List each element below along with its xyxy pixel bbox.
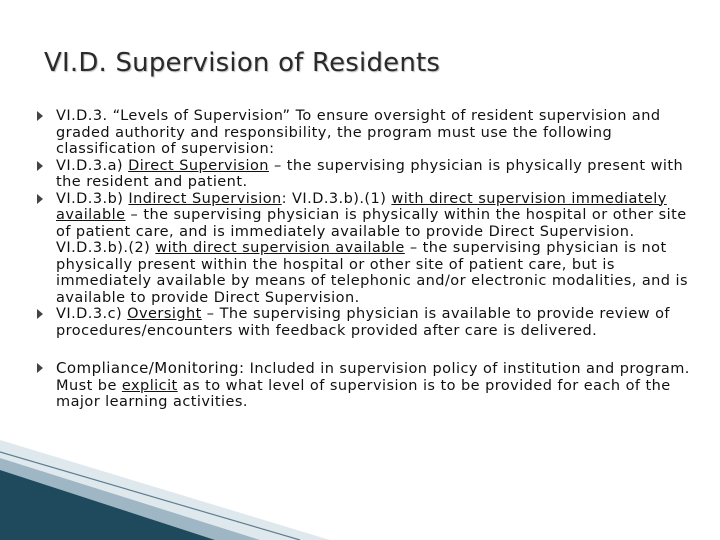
item-text: VI.D.3.b) [56,190,129,207]
term-immediately-available: with direct supervision immediately available [56,190,667,223]
bullet-arrow-icon [37,363,43,373]
item-text: Included in supervision policy of institution and program. Must be [56,361,690,394]
item-text: VI.D.3. “Levels of Supervision” To ensure oversight of resident supervision and graded authority and responsibility, the program must use the following classification of supervision: [56,108,661,157]
item-text: – the supervising physician is not physically present within the hospital or other site of patient care, but is immediately available by means of telephonic and/or electronic modalities, and is available to provide Direct Supervision. [56,240,689,306]
item-text: – The supervising physician is available to provide review of procedures/encounters with feedback provided after care is delivered. [56,306,670,339]
compliance-label: Compliance/Monitoring: [56,359,245,377]
list-item-direct [36,158,696,191]
term-explicit: explicit [121,377,178,394]
term-supervision-available: with direct supervision available [155,240,405,256]
list-item-oversight [36,306,696,339]
term-oversight: Oversight [127,306,202,322]
item-text: – the supervising physician is physically present with the resident and patient. [56,157,684,190]
slide-body [36,108,696,411]
term-direct-supervision: Direct Supervision [128,157,269,174]
list-item-indirect [36,191,696,307]
item-text: : VI.D.3.b).(1) [281,190,392,207]
bullet-arrow-icon [37,111,43,121]
item-text: as to what level of supervision is to be provided for each of the major learning activities. [56,377,671,410]
item-text: VI.D.3.c) [56,306,128,322]
item-text: VI.D.3.a) [56,157,129,174]
bullet-arrow-icon [37,309,43,319]
bullet-arrow-icon [37,194,43,204]
slide-title: VI.D. Supervision of Residents [44,48,441,78]
item-text: – the supervising physician is physically within the hospital or other site of patient care, and is immediately available to provide Direct Supervision. VI.D.3.b).(2) [56,207,687,256]
list-item-compliance [36,360,696,411]
list-item-levels [36,108,696,158]
bullet-arrow-icon [37,161,43,171]
term-indirect-supervision: Indirect Supervision [128,190,282,207]
